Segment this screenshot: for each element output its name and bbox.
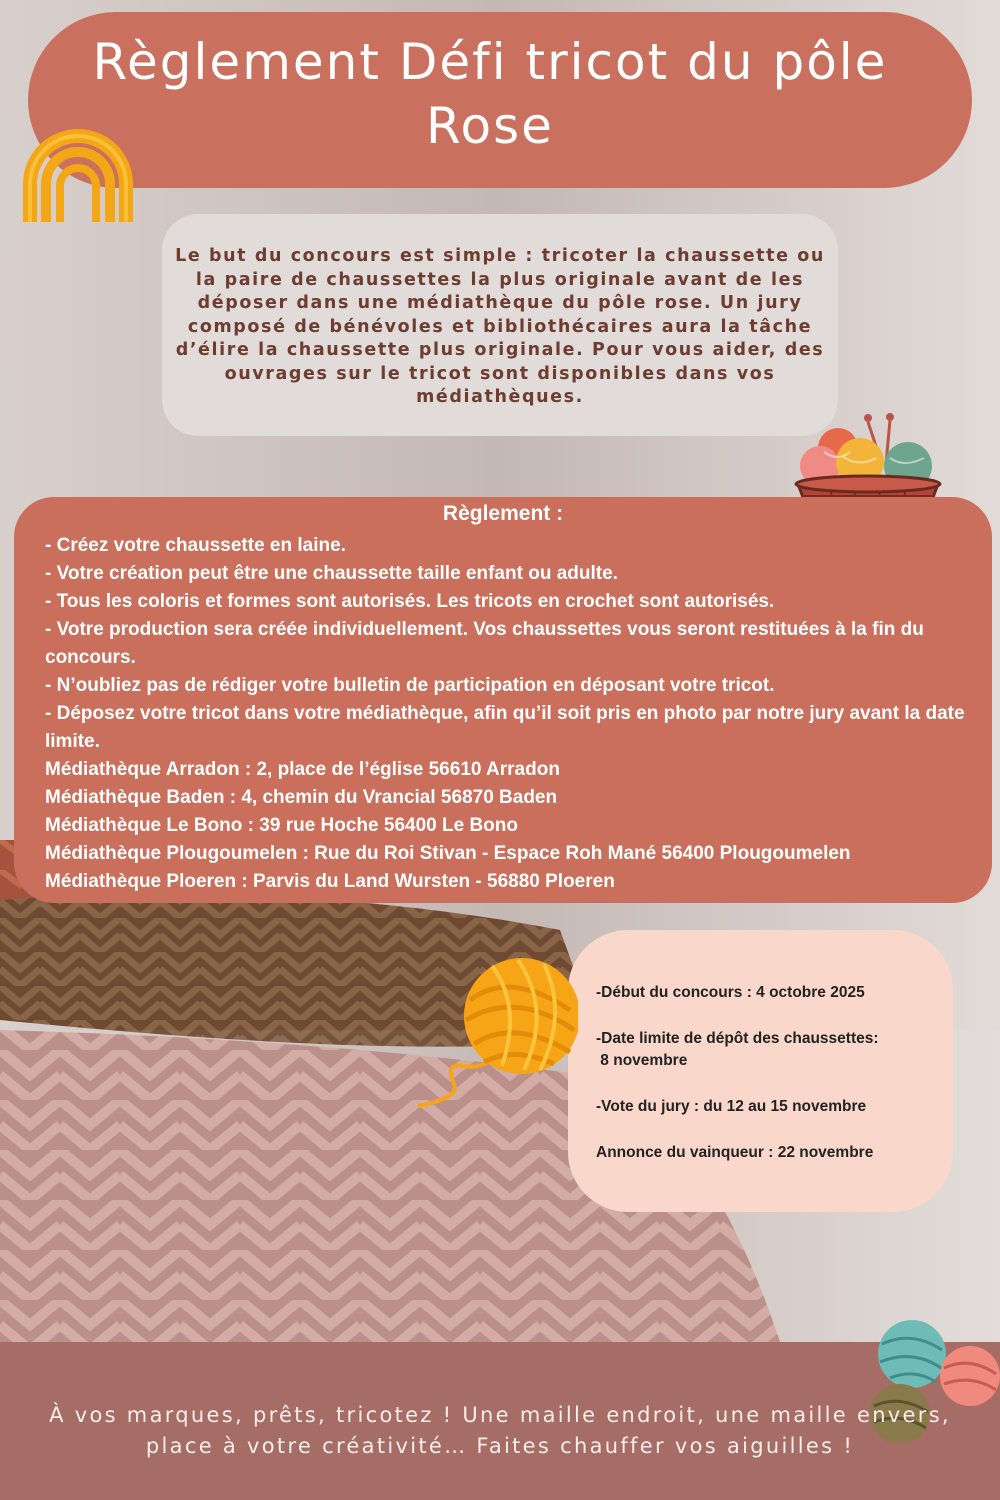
rule-item: - Votre production sera créée individuellement. Vos chaussettes vous seront restituées à la fin du concours. [45,619,924,668]
library-address: Médiathèque Arradon : 2, place de l’église 56610 Arradon [45,759,560,780]
rule-item: - Créez votre chaussette en laine. [45,535,346,556]
rule-item: - Déposez votre tricot dans votre médiathèque, afin qu’il soit pris en photo par notre jury avant la date limite. [45,703,965,752]
jury-vote: -Vote du jury : du 12 au 15 novembre [596,1098,867,1115]
deadline-date: 8 novembre [596,1052,688,1069]
library-address: Médiathèque Baden : 4, chemin du Vrancial 56870 Baden [45,787,558,808]
intro-text: Le but du concours est simple : tricoter la chaussette ou la paire de chaussettes la plus originale avant de les déposer dans une médiathèque du pôle rose. Un jury composé de bénévoles et bibliothécaires aura la tâche d’élire la chaussette plus originale. Pour vous aider, des ouvrages sur le tricot sont disponibles dans vos médiathèques. [175,246,825,407]
footer-text: À vos marques, prêts, tricotez ! Une maille endroit, une maille envers, place à votre créativité… Faites chauffer vos aiguilles ! [49,1403,951,1458]
library-address: Médiathèque Le Bono : 39 rue Hoche 56400 Le Bono [45,815,518,836]
page-title: Règlement Défi tricot du pôle Rose [92,33,888,155]
contest-start: -Début du concours : 4 octobre 2025 [596,984,865,1001]
library-address: Médiathèque Plougoumelen : Rue du Roi Stivan - Espace Roh Mané 56400 Plougoumelen [45,843,851,864]
rule-item: - Tous les coloris et formes sont autorisés. Les tricots en crochet sont autorisés. [45,591,775,612]
rules-heading: Règlement : [442,502,564,525]
yarn-ball-icon [408,950,578,1110]
rule-item: - Votre création peut être une chaussette taille enfant ou adulte. [45,563,618,584]
rainbow-icon [22,128,134,224]
winner-announcement: Annonce du vainqueur : 22 novembre [596,1144,874,1161]
rule-item: - N’oubliez pas de rédiger votre bulletin de participation en déposant votre tricot. [45,675,775,696]
rules-list [45,532,980,896]
library-address: Médiathèque Ploeren : Parvis du Land Wursten - 56880 Ploeren [45,871,615,892]
deadline-label: -Date limite de dépôt des chaussettes: [596,1030,879,1047]
